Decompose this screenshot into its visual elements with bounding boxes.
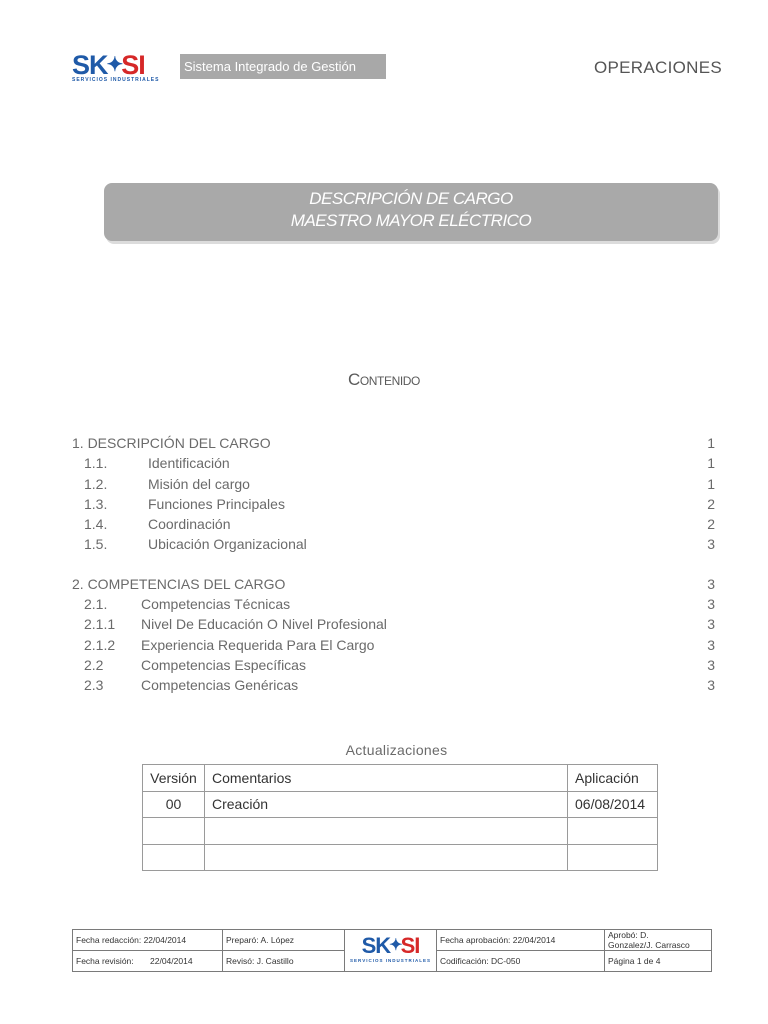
toc-page: 2 — [707, 495, 715, 512]
toc-page: 3 — [707, 656, 715, 673]
toc-entry[interactable] — [72, 494, 715, 514]
footer-fecha-revision — [73, 951, 223, 972]
cell-comments — [205, 818, 568, 845]
footer-fecha-aprobacion: Fecha aprobación: 22/04/2014 — [437, 930, 605, 951]
contents-heading: Contenido — [347, 370, 420, 389]
footer-logo-text-left: SK — [361, 933, 391, 958]
toc-number: 1.3. — [84, 495, 108, 512]
toc-label: Competencias Técnicas — [141, 596, 291, 613]
toc-page: 3 — [707, 616, 715, 633]
footer-codificacion: Codificación: DC-050 — [437, 951, 605, 972]
toc-label: Ubicación Organizacional — [148, 536, 307, 553]
toc-entry[interactable] — [72, 453, 715, 473]
toc-number: 2.3 — [84, 677, 104, 694]
cell-version — [143, 844, 205, 871]
document-header — [72, 52, 722, 88]
toc-number: 1.1. — [84, 455, 108, 472]
toc-page: 1 — [707, 475, 715, 492]
footer-fecha-revision-label: Fecha revisión: — [76, 956, 134, 966]
header-application: Aplicación — [568, 765, 658, 792]
footer-preparo: Preparó: A. López — [223, 930, 345, 951]
star-icon: ✦ — [106, 54, 123, 76]
footer-logo — [345, 930, 437, 972]
logo-subtitle: SERVICIOS INDUSTRIALES — [72, 77, 160, 83]
header-version: Versión — [143, 765, 205, 792]
footer-fecha-revision-value: 22/04/2014 — [150, 956, 193, 966]
cell-comments: Creación — [205, 791, 568, 818]
toc-number: 1. DESCRIPCIÓN DEL CARGO — [72, 435, 271, 451]
table-row — [143, 818, 658, 845]
updates-table — [142, 764, 658, 871]
title-line-1: DESCRIPCIÓN DE CARGO — [309, 189, 513, 208]
cell-version: 00 — [143, 791, 205, 818]
title-line-2: MAESTRO MAYOR ELÉCTRICO — [290, 211, 532, 230]
footer-logo-text-right: SI — [400, 933, 420, 958]
toc-entry[interactable] — [72, 635, 715, 655]
footer-aprobo-line2: Gonzalez/J. Carrasco — [608, 940, 690, 950]
table-row — [143, 844, 658, 871]
toc-entry[interactable] — [72, 574, 715, 594]
toc-label: Coordinación — [148, 516, 231, 533]
cell-application — [568, 818, 658, 845]
footer-pagina: Página 1 de 4 — [605, 951, 712, 972]
toc-label: Nivel De Educación O Nivel Profesional — [141, 616, 387, 633]
toc-label: Funciones Principales — [148, 495, 285, 512]
star-icon: ✦ — [389, 937, 402, 954]
footer-reviso: Revisó: J. Castillo — [223, 951, 345, 972]
cell-comments — [205, 844, 568, 871]
toc-entry[interactable] — [72, 433, 715, 453]
toc-number: 2. COMPETENCIAS DEL CARGO — [72, 575, 286, 592]
toc-label: Experiencia Requerida Para El Cargo — [141, 636, 375, 653]
toc-page: 1 — [707, 435, 715, 451]
toc-page: 3 — [707, 596, 715, 613]
toc-number: 1.4. — [84, 516, 108, 533]
toc-entry[interactable] — [72, 534, 715, 554]
table-row — [143, 791, 658, 818]
toc-page: 3 — [707, 575, 715, 592]
toc-entry[interactable] — [72, 514, 715, 534]
company-logo — [72, 52, 182, 86]
footer-fecha-redaccion: Fecha redacción: 22/04/2014 — [73, 930, 223, 951]
cell-application: 06/08/2014 — [568, 791, 658, 818]
toc-page: 3 — [707, 677, 715, 694]
logo-text-right: SI — [121, 50, 145, 80]
toc-label: Competencias Específicas — [141, 656, 306, 673]
footer-logo-subtitle: SERVICIOS INDUSTRIALES — [350, 958, 431, 963]
section-name: OPERACIONES — [594, 58, 722, 77]
toc-entry[interactable] — [72, 614, 715, 634]
toc-entry[interactable] — [72, 655, 715, 675]
toc-label: Identificación — [148, 455, 230, 472]
toc-entry[interactable] — [72, 675, 715, 695]
system-name-bar: Sistema Integrado de Gestión — [180, 54, 386, 79]
toc-page: 2 — [707, 516, 715, 533]
document-title-box — [104, 183, 718, 241]
toc-page: 1 — [707, 455, 715, 472]
updates-title: Actualizaciones — [345, 742, 448, 758]
toc-number: 2.1.1 — [84, 616, 116, 633]
toc-label: Misión del cargo — [148, 475, 250, 492]
toc-label: Competencias Genéricas — [141, 677, 299, 694]
toc-number: 2.1. — [84, 596, 108, 613]
logo-text-left: SK — [72, 50, 108, 80]
toc-page: 3 — [707, 536, 715, 553]
document-footer — [72, 929, 712, 972]
toc-entry[interactable] — [72, 474, 715, 494]
footer-aprobo — [605, 930, 712, 951]
header-comments: Comentarios — [205, 765, 568, 792]
cell-version — [143, 818, 205, 845]
toc-number: 2.1.2 — [84, 636, 116, 653]
cell-application — [568, 844, 658, 871]
table-of-contents — [72, 433, 715, 696]
toc-number: 1.2. — [84, 475, 108, 492]
toc-page: 3 — [707, 636, 715, 653]
table-header-row — [143, 765, 658, 792]
toc-number: 2.2 — [84, 656, 104, 673]
footer-aprobo-line1: Aprobó: D. — [608, 930, 649, 940]
toc-entry[interactable] — [72, 594, 715, 614]
toc-number: 1.5. — [84, 536, 108, 553]
